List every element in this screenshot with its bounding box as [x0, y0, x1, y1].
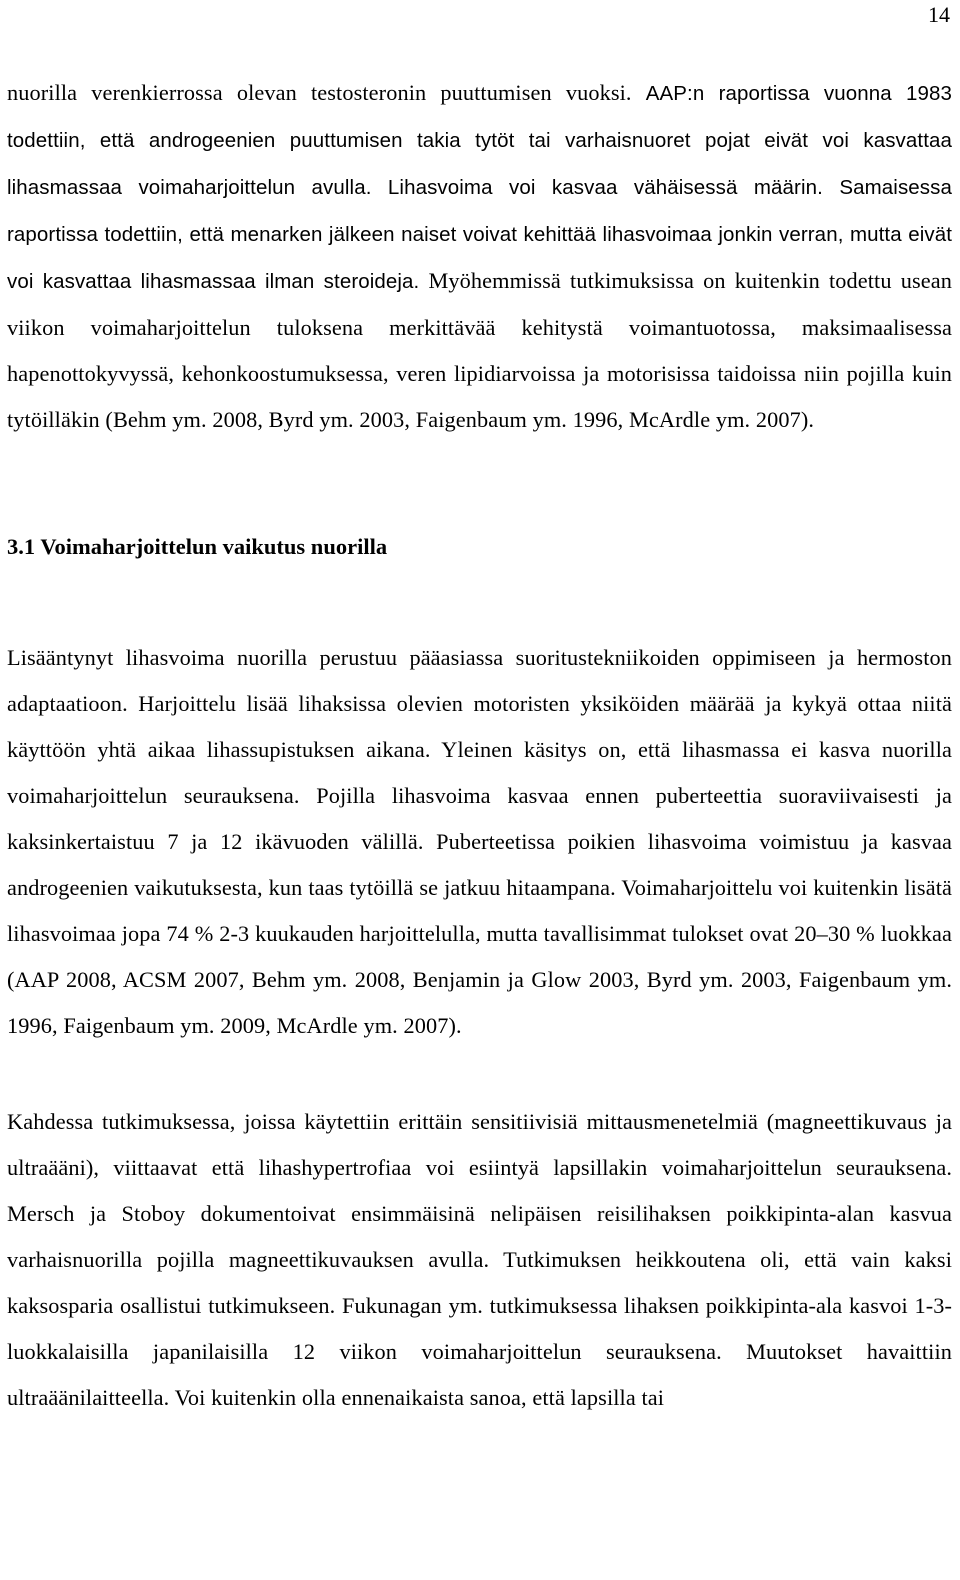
section-heading: 3.1 Voimaharjoittelun vaikutus nuorilla — [7, 534, 388, 559]
spacer — [7, 443, 952, 527]
paragraph-intro — [7, 70, 952, 443]
paragraph-intro-text-1: nuorilla verenkierrossa olevan testosteronin puuttumisen vuoksi. — [7, 80, 632, 105]
page-number: 14 — [928, 2, 950, 27]
paragraph-intro-text-3: Myöhemmissä tutkimuksissa on kuitenkin todettu usean viikon voimaharjoittelun tuloksena merkittävää kehitystä voimantuotossa, maksimaalisessa hapenottokyvyssä, kehonkoostumuksessa, veren lipidiarvoissa ja motorisissa taidoissa niin pojilla kuin tytöilläkin (Behm ym. 2008, Byrd ym. 2003, Faigenbaum ym. 1996, McArdle ym. 2007). — [7, 268, 952, 432]
spacer — [7, 567, 952, 635]
paragraph-strength: Lisääntynyt lihasvoima nuorilla perustuu pääasiassa suoritustekniikoiden oppimiseen ja hermoston adaptaatioon. Harjoittelu lisää lihaksissa olevien motoristen yksiköiden määrää ja kykyä ottaa niitä käyttöön yhtä aikaa lihassupistuksen aikana. Yleinen käsitys on, että lihasmassa ei kasva nuorilla voimaharjoittelun seurauksena. Pojilla lihasvoima kasvaa ennen puberteettia suoraviivaisesti ja kaksinkertaistuu 7 ja 12 ikävuoden välillä. Puberteetissa poikien lihasvoima voimistuu ja kasvaa androgeenien vaikutuksesta, kun taas tytöillä se jatkuu hitaampana. Voimaharjoittelu voi kuitenkin lisätä lihasvoimaa jopa 74 % 2-3 kuukauden harjoittelulla, mutta tavallisimmat tulokset ovat 20–30 % luokkaa (AAP 2008, ACSM 2007, Behm ym. 2008, Benjamin ja Glow 2003, Byrd ym. 2003, Faigenbaum ym. 1996, Faigenbaum ym. 2009, McArdle ym. 2007). — [7, 645, 952, 1038]
spacer — [7, 1049, 952, 1099]
paragraph-intro-text-2: AAP:n raportissa vuonna 1983 todettiin, että androgeenien puuttumisen takia tytöt tai varhaisnuoret pojat eivät voi kasvattaa lihasmassaa voimaharjoittelun avulla. Lihasvoima voi kasvaa vähäisessä määrin. Samaisessa raportissa todettiin, että menarken jälkeen naiset voivat kehittää lihasvoimaa jonkin verran, mutta eivät voi kasvattaa lihasmassaa ilman steroideja. — [7, 82, 952, 293]
document-body — [7, 70, 952, 1421]
paragraph-hypertrophy: Kahdessa tutkimuksessa, joissa käytettiin erittäin sensitiivisiä mittausmenetelmiä (magneettikuvaus ja ultraääni), viittaavat että lihashypertrofiaa voi esiintyä lapsillakin voimaharjoittelun seurauksena. Mersch ja Stoboy dokumentoivat ensimmäisinä nelipäisen reisilihaksen poikkipinta-alan kasvua varhaisnuorilla pojilla magneettikuvauksen avulla. Tutkimuksen heikkoutena oli, että vain kaksi kaksosparia osallistui tutkimukseen. Fukunagan ym. tutkimuksessa lihaksen poikkipinta-ala kasvoi 1-3-luokkalaisilla japanilaisilla 12 viikon voimaharjoittelun seurauksena. Muutokset havaittiin ultraäänilaitteella. Voi kuitenkin olla ennenaikaista sanoa, että lapsilla tai — [7, 1109, 952, 1410]
